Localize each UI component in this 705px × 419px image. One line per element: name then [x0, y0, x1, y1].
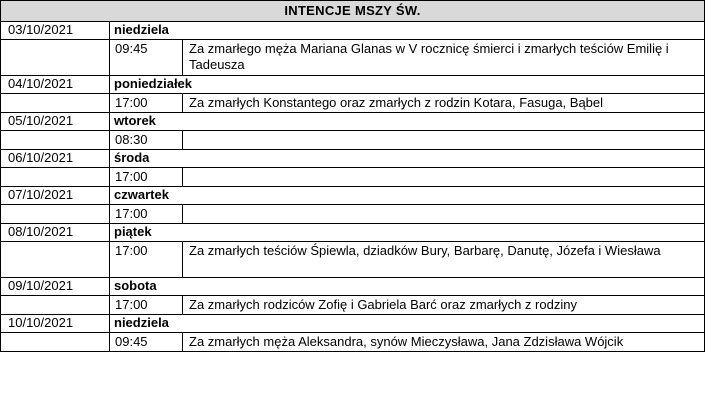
date-cell: 07/10/2021 [1, 187, 110, 205]
weekday-cell: środa [110, 150, 705, 168]
day-row [1, 150, 705, 168]
weekday-cell: sobota [110, 278, 705, 296]
weekday-cell: czwartek [110, 187, 705, 205]
empty-cell [1, 296, 110, 315]
day-row [1, 187, 705, 205]
time-cell: 17:00 [110, 168, 183, 187]
intention-cell: Za zmarłego męża Mariana Glanas w V rocznicę śmierci i zmarłych teściów Emilię i Tadeusza [183, 40, 705, 76]
time-cell: 09:45 [110, 40, 183, 76]
time-cell: 08:30 [110, 131, 183, 150]
empty-cell [1, 40, 110, 76]
weekday-cell: poniedziałek [110, 76, 705, 94]
weekday-cell: piątek [110, 224, 705, 242]
time-cell: 09:45 [110, 333, 183, 352]
date-cell: 10/10/2021 [1, 315, 110, 333]
day-row [1, 113, 705, 131]
empty-cell [1, 205, 110, 224]
date-cell: 09/10/2021 [1, 278, 110, 296]
date-cell: 03/10/2021 [1, 22, 110, 40]
weekday-cell: niedziela [110, 22, 705, 40]
empty-cell [1, 168, 110, 187]
time-cell: 17:00 [110, 205, 183, 224]
time-cell: 17:00 [110, 296, 183, 315]
mass-row [1, 205, 705, 224]
day-row [1, 76, 705, 94]
weekday-cell: niedziela [110, 315, 705, 333]
mass-row [1, 168, 705, 187]
time-cell: 17:00 [110, 94, 183, 113]
weekday-cell: wtorek [110, 113, 705, 131]
empty-cell [1, 94, 110, 113]
mass-row [1, 40, 705, 76]
intention-cell [183, 205, 705, 224]
empty-cell [1, 333, 110, 352]
date-cell: 06/10/2021 [1, 150, 110, 168]
mass-row [1, 242, 705, 278]
empty-cell [1, 242, 110, 278]
mass-row [1, 131, 705, 150]
intention-cell: Za zmarłych Konstantego oraz zmarłych z rodzin Kotara, Fasuga, Bąbel [183, 94, 705, 113]
empty-cell [1, 131, 110, 150]
time-cell: 17:00 [110, 242, 183, 278]
intention-cell [183, 168, 705, 187]
mass-row [1, 94, 705, 113]
intention-cell [183, 131, 705, 150]
day-row [1, 315, 705, 333]
date-cell: 05/10/2021 [1, 113, 110, 131]
mass-row [1, 296, 705, 315]
mass-row [1, 333, 705, 352]
intention-cell: Za zmarłych rodziców Zofię i Gabriela Barć oraz zmarłych z rodziny [183, 296, 705, 315]
intention-cell: Za zmarłych męża Aleksandra, synów Mieczysława, Jana Zdzisława Wójcik [183, 333, 705, 352]
day-row [1, 22, 705, 40]
day-row [1, 278, 705, 296]
title-row [1, 1, 705, 22]
day-row [1, 224, 705, 242]
date-cell: 04/10/2021 [1, 76, 110, 94]
date-cell: 08/10/2021 [1, 224, 110, 242]
intention-cell: Za zmarłych teściów Śpiewla, dziadków Bury, Barbarę, Danutę, Józefa i Wiesława [183, 242, 705, 278]
page-title: INTENCJE MSZY ŚW. [1, 1, 705, 22]
